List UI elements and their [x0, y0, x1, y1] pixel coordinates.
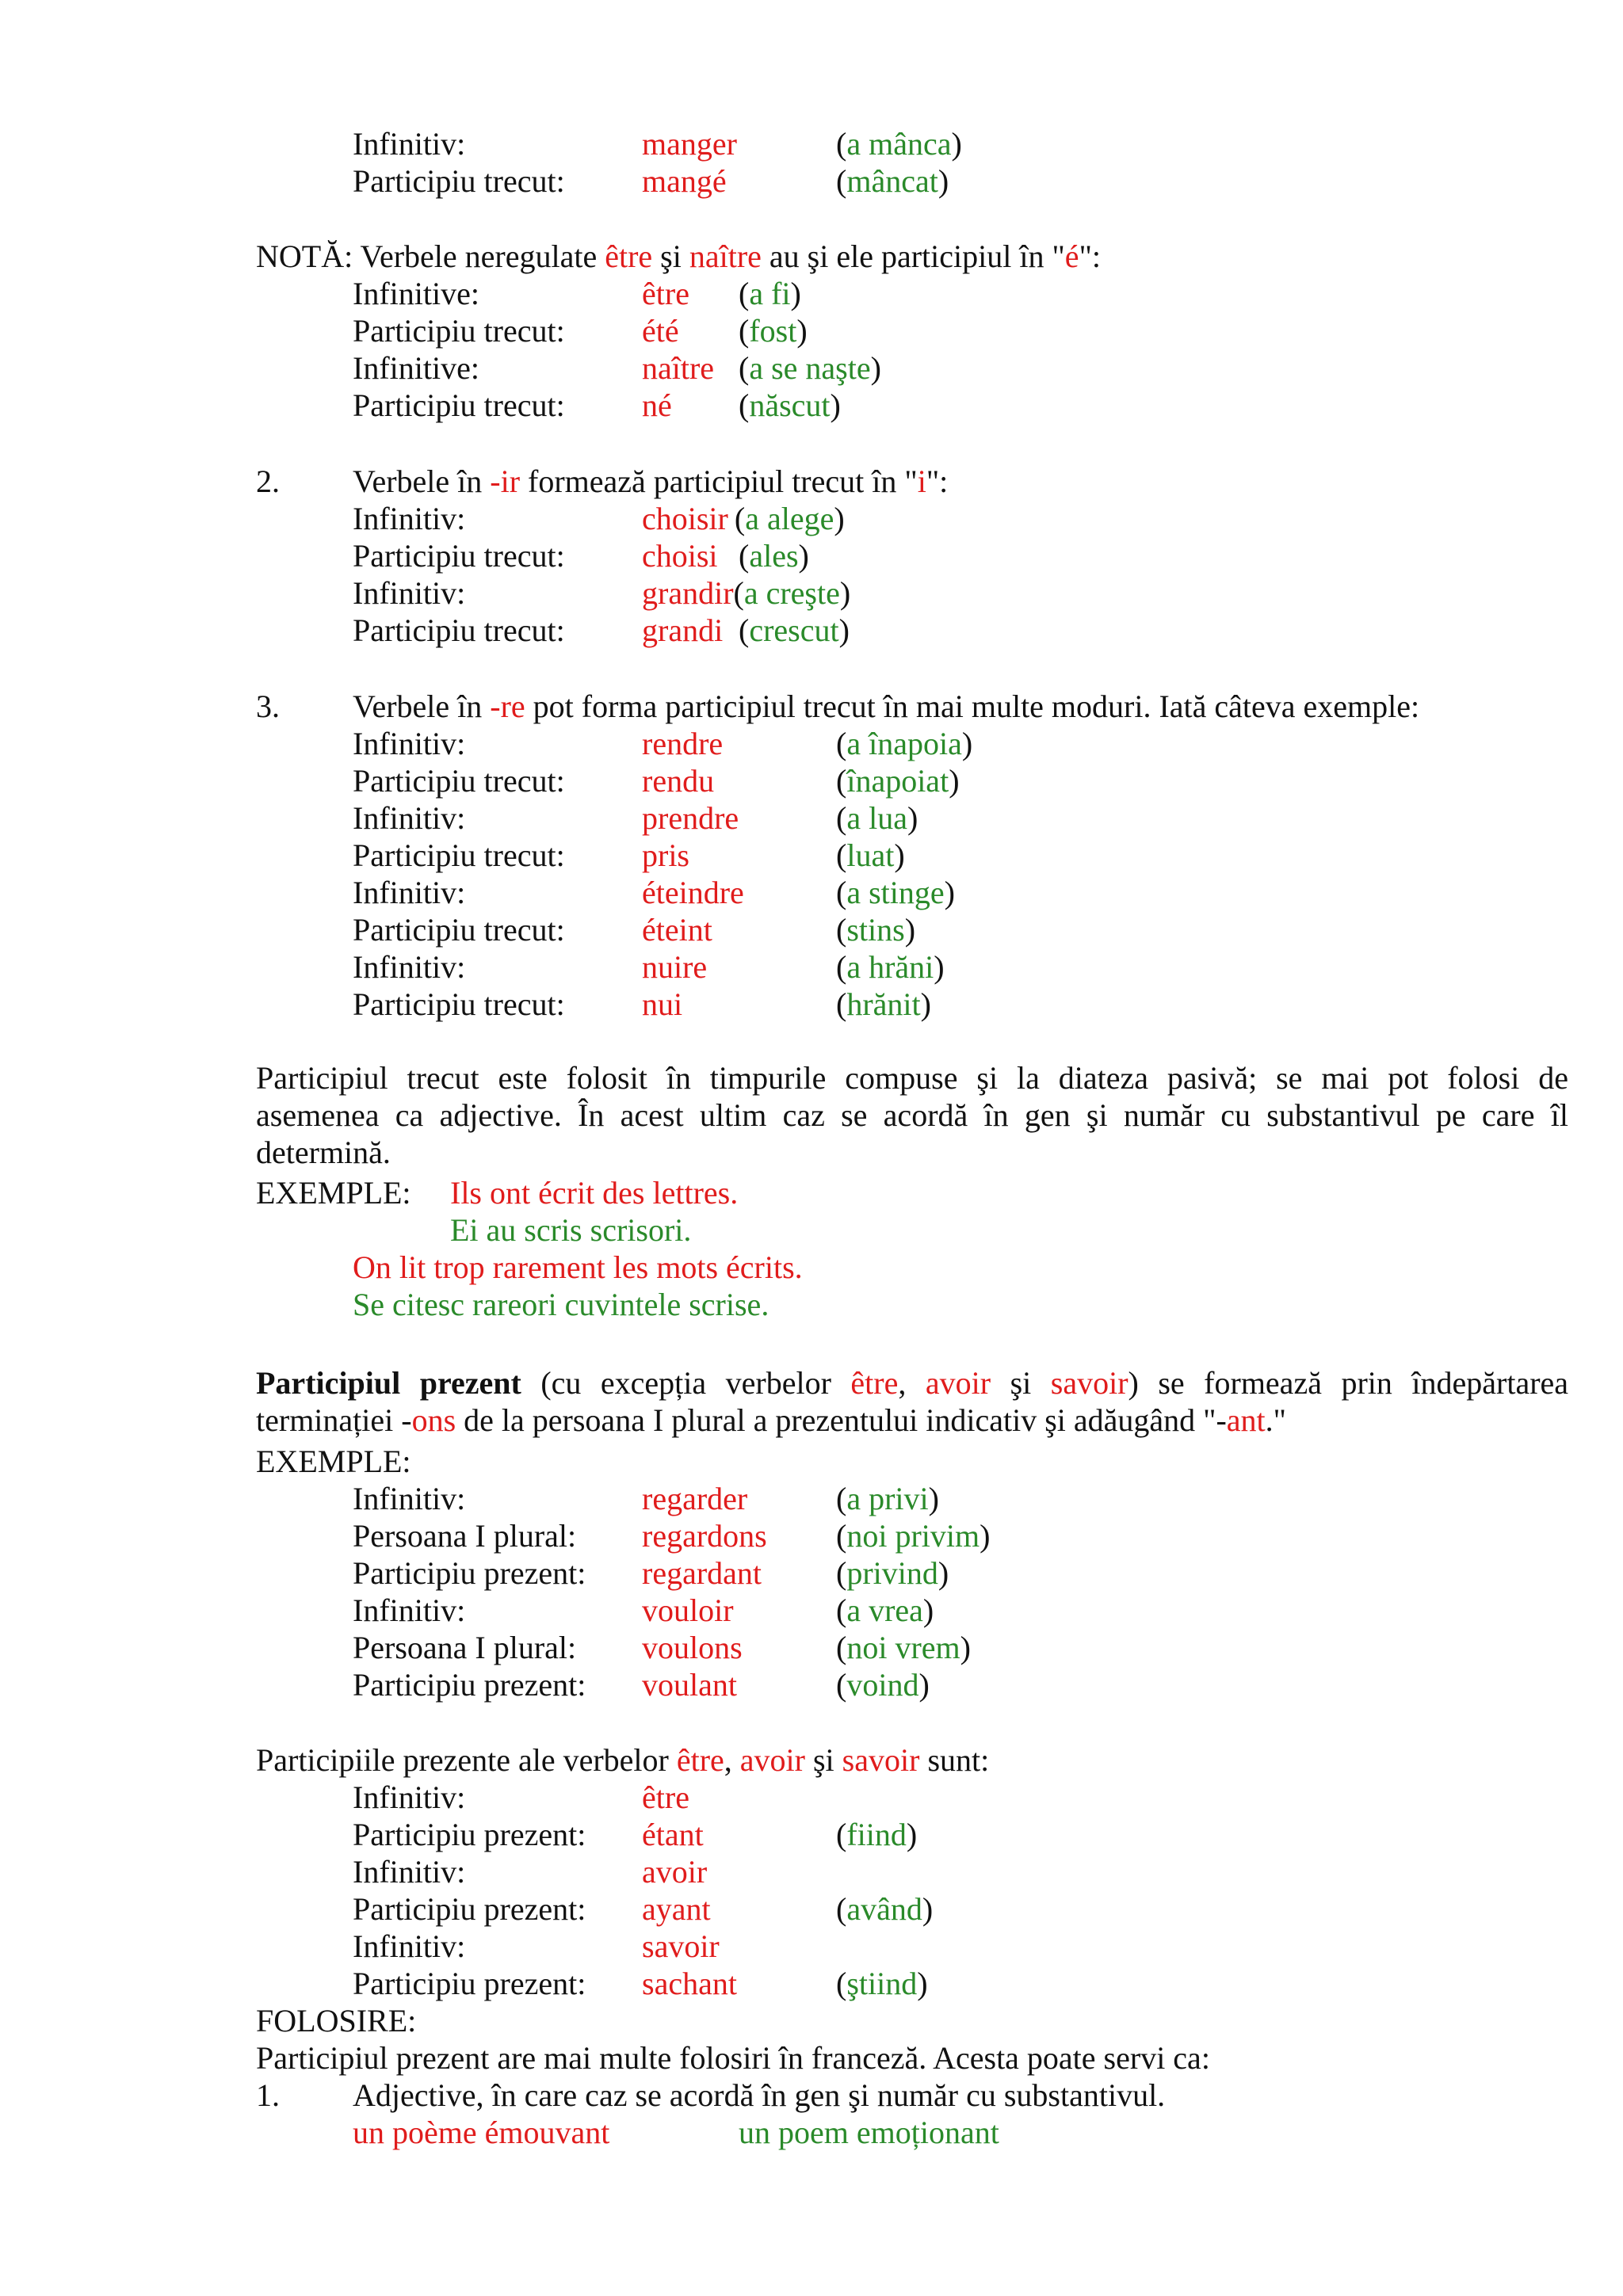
row-label: Infinitiv: — [353, 1592, 466, 1628]
example-french: Ils ont écrit des lettres. — [450, 1175, 739, 1211]
row-romanian: (a hrăni) — [836, 949, 945, 985]
row-french: savoir — [642, 1928, 720, 1964]
row-french: choisi — [642, 538, 718, 574]
row-romanian: (având) — [836, 1891, 934, 1927]
row-french: éteint — [642, 912, 712, 948]
row-pair: choisir (a alege) — [642, 501, 845, 536]
row-french: éteindre — [642, 875, 744, 910]
row-french: été — [642, 313, 679, 349]
row-label: Participiu prezent: — [353, 1667, 586, 1703]
row-label: Participiu trecut: — [353, 313, 565, 349]
row-french: vouloir — [642, 1592, 734, 1628]
row-label: Infinitiv: — [353, 726, 466, 761]
prezent-paragraph: Participiul prezent (cu excepția verbelor être, avoir şi savoir) se formează prin îndepărtarea terminației -ons de la persoana I plural a prezentului indicativ şi adăugând "-ant." — [256, 1365, 1569, 1438]
row-french: regardons — [642, 1518, 767, 1554]
heading-text: Verbele în -re pot forma participiul trecut în mai multe moduri. Iată câteva exemple: — [353, 688, 1420, 724]
row-label: Infinitiv: — [353, 875, 466, 910]
list-number: 1. — [256, 2077, 280, 2113]
usage-paragraph: Participiul trecut este folosit în timpurile compuse şi la diateza pasivă; se mai pot folosi de asemenea ca adjective. În acest ultim caz se acordă în gen şi număr cu substantivul pe care îl determină. — [256, 1060, 1568, 1170]
row-label: Persoana I plural: — [353, 1518, 577, 1554]
row-label: Participiu trecut: — [353, 763, 565, 799]
row-label: Participiu trecut: — [353, 912, 565, 948]
row-label: Infinitiv: — [353, 126, 466, 162]
row-romanian: (a privi) — [836, 1481, 939, 1516]
row-romanian: (a mânca) — [836, 126, 962, 162]
folosire-intro: Participiul prezent are mai multe folosiri în franceză. Acesta poate servi ca: — [256, 2040, 1210, 2076]
row-romanian: (a înapoia) — [836, 726, 973, 761]
row-romanian: (a fi) — [739, 276, 801, 311]
row-romanian: (stins) — [836, 912, 916, 948]
row-label: Participiu trecut: — [353, 612, 565, 648]
row-french: voulant — [642, 1667, 737, 1703]
row-label: Infinitiv: — [353, 800, 466, 836]
list-item-text: Adjective, în care caz se acordă în gen şi număr cu substantivul. — [353, 2077, 1166, 2113]
row-label: Persoana I plural: — [353, 1630, 577, 1665]
example-romanian: un poem emoționant — [739, 2115, 999, 2150]
row-romanian: (luat) — [836, 837, 905, 873]
row-label: Infinitive: — [353, 276, 479, 311]
example-french: un poème émouvant — [353, 2115, 610, 2150]
row-french: être — [642, 1779, 689, 1815]
row-french: sachant — [642, 1966, 737, 2001]
row-romanian: (noi vrem) — [836, 1630, 971, 1665]
row-romanian: (ştiind) — [836, 1966, 928, 2001]
row-french: prendre — [642, 800, 739, 836]
example-romanian: Se citesc rareori cuvintele scrise. — [353, 1287, 769, 1322]
row-french: manger — [642, 126, 737, 162]
row-romanian: (mâncat) — [836, 163, 949, 199]
irregular-heading: Participiile prezente ale verbelor être, avoir şi savoir sunt: — [256, 1742, 990, 1778]
row-romanian: (noi privim) — [836, 1518, 991, 1554]
row-label: Participiu prezent: — [353, 1966, 586, 2001]
row-french: mangé — [642, 163, 727, 199]
row-romanian: (fost) — [739, 313, 808, 349]
row-romanian: (a se naşte) — [739, 350, 881, 386]
row-label: Participiu trecut: — [353, 163, 565, 199]
row-french: ayant — [642, 1891, 711, 1927]
row-label: Participiu trecut: — [353, 387, 565, 423]
row-pair: grandir(a creşte) — [642, 575, 851, 611]
row-label: Infinitiv: — [353, 949, 466, 985]
row-romanian: (crescut) — [739, 612, 850, 648]
row-french: regarder — [642, 1481, 748, 1516]
row-french: nui — [642, 986, 683, 1022]
row-french: rendu — [642, 763, 715, 799]
row-label: Participiu prezent: — [353, 1891, 586, 1927]
row-french: pris — [642, 837, 689, 873]
row-romanian: (a stinge) — [836, 875, 955, 910]
folosire-title: FOLOSIRE: — [256, 2003, 417, 2039]
row-label: Participiu prezent: — [353, 1817, 586, 1852]
row-romanian: (fiind) — [836, 1817, 918, 1852]
row-romanian: (născut) — [739, 387, 841, 423]
row-label: Participiu trecut: — [353, 837, 565, 873]
row-label: Infinitiv: — [353, 1481, 466, 1516]
row-romanian: (privind) — [836, 1555, 949, 1591]
heading-text: Verbele în -ir formează participiul trecut în "i": — [353, 463, 949, 499]
row-romanian: (înapoiat) — [836, 763, 960, 799]
row-label: Infinitiv: — [353, 575, 466, 611]
row-label: Participiu prezent: — [353, 1555, 586, 1591]
examples-label: EXEMPLE: — [256, 1175, 411, 1211]
list-number: 2. — [256, 463, 280, 499]
row-french: nuire — [642, 949, 708, 985]
row-romanian: (a vrea) — [836, 1592, 934, 1628]
row-french: rendre — [642, 726, 724, 761]
list-number: 3. — [256, 688, 280, 724]
examples-label: EXEMPLE: — [256, 1444, 411, 1479]
row-romanian: (a lua) — [836, 800, 918, 836]
row-french: avoir — [642, 1854, 708, 1890]
row-label: Infinitive: — [353, 350, 479, 386]
row-french: étant — [642, 1817, 704, 1852]
row-french: naître — [642, 350, 715, 386]
row-label: Infinitiv: — [353, 501, 466, 536]
row-french: voulons — [642, 1630, 743, 1665]
row-french: grandi — [642, 612, 724, 648]
row-french: être — [642, 276, 689, 311]
row-label: Infinitiv: — [353, 1779, 466, 1815]
row-label: Infinitiv: — [353, 1854, 466, 1890]
row-french: regardant — [642, 1555, 762, 1591]
row-romanian: (ales) — [739, 538, 809, 574]
nota-heading: NOTĂ: Verbele neregulate être şi naître au şi ele participiul în "é": — [256, 238, 1102, 274]
example-french: On lit trop rarement les mots écrits. — [353, 1249, 803, 1285]
row-romanian: (hrănit) — [836, 986, 931, 1022]
row-label: Infinitiv: — [353, 1928, 466, 1964]
row-label: Participiu trecut: — [353, 986, 565, 1022]
row-french: né — [642, 387, 672, 423]
example-romanian: Ei au scris scrisori. — [450, 1212, 692, 1248]
row-label: Participiu trecut: — [353, 538, 565, 574]
row-romanian: (voind) — [836, 1667, 930, 1703]
